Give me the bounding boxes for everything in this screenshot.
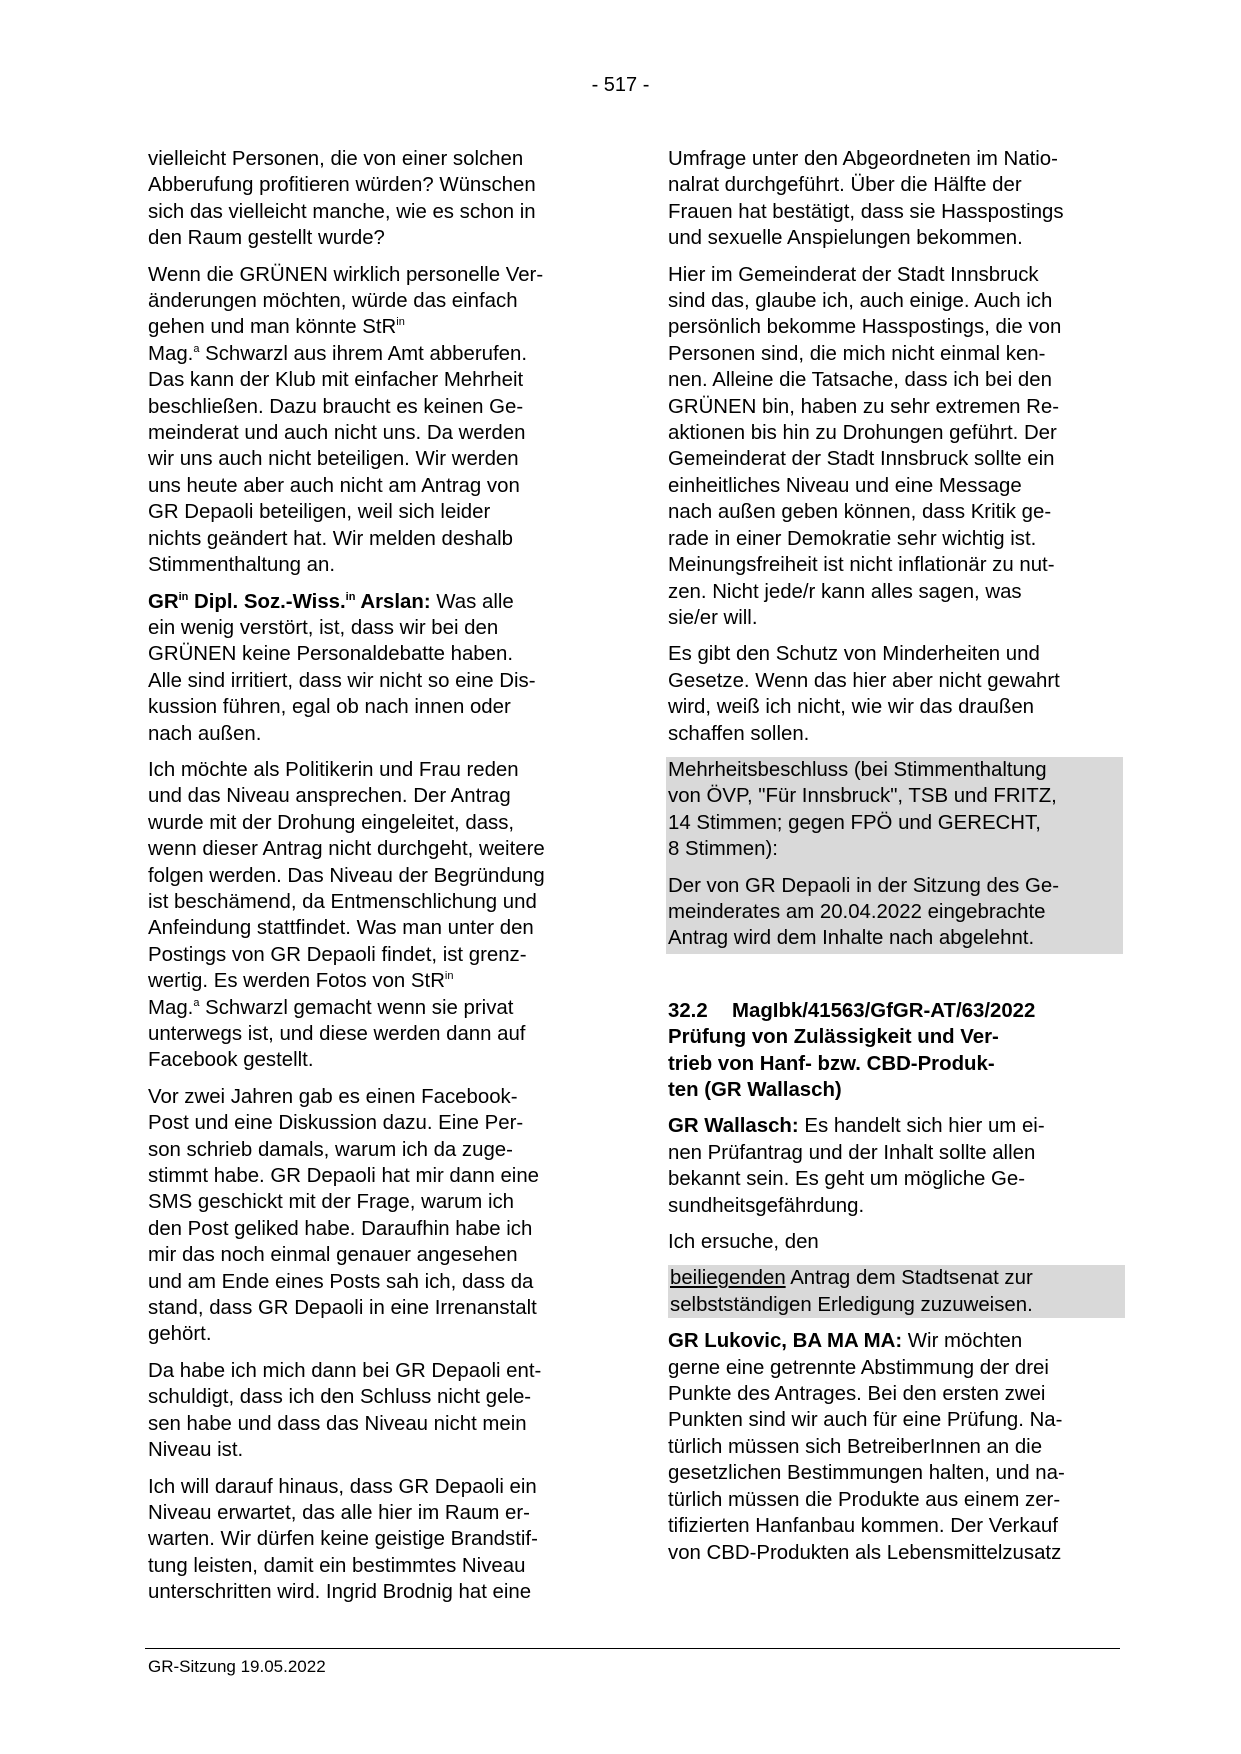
text-run: Mag.	[148, 342, 194, 365]
paragraph: Da habe ich mich dann bei GR Depaoli ent- schuldigt, dass ich den Schluss nicht gele- sen habe und dass das Niveau nicht mein Niveau ist.	[148, 1359, 542, 1462]
superscript: in	[444, 970, 454, 983]
paragraph: Es gibt den Schutz von Minderheiten und Gesetze. Wenn das hier aber nicht gewahrt wird, weiß ich nicht, wie wir das draußen schaffen sollen.	[668, 643, 1060, 745]
section-reference: MagIbk/41563/GfGR-AT/63/2022	[732, 999, 1036, 1022]
text-run: Wenn die GRÜNEN wirklich personelle Ver- änderungen möchten, würde das einfach gehen und man könnte StR	[148, 263, 544, 339]
superscript: in	[396, 316, 405, 329]
section-title: Prüfung von Zulässigkeit und Ver- trieb von Hanf- bzw. CBD-Produk- ten (GR Wallasch)	[668, 1026, 999, 1101]
speaker-degree: Dipl. Soz.-Wiss.	[188, 590, 346, 613]
speech-paragraph	[148, 589, 601, 747]
motion-underlined-word: beiliegenden	[670, 1267, 786, 1290]
motion-box	[668, 1265, 1125, 1318]
footer-divider	[145, 1648, 1120, 1649]
paragraph: Hier im Gemeinderat der Stadt Innsbruck sind das, glaube ich, auch einige. Auch ich persönlich bekomme Hasspostings, die von Personen sind, die mich nicht einmal ken- nen. Alleine die Tatsache, dass ich bei den GRÜNEN bin, haben zu sehr extremen Re- aktionen bis hin zu Drohungen geführt. Der Gemeinderat der Stadt Innsbruck sollte ein einheitliches Niveau und eine Message nach außen geben können, dass Kritik ge- rade in einer Demokratie sehr wichtig ist. Meinungsfreiheit ist nicht inflationär zu nut- zen. Nicht jede/r kann alles sagen, was sie/er will.	[668, 263, 1062, 629]
paragraph: Ich ersuche, den	[668, 1231, 819, 1254]
page-number: - 517 -	[591, 74, 650, 96]
speech-paragraph	[668, 1113, 1121, 1219]
superscript: a	[193, 343, 200, 356]
text-run: Schwarzl aus ihrem Amt abberufen. Das kann der Klub mit einfacher Mehrheit beschließen. Dazu braucht es keinen Ge- meinderat und auch nicht uns. Da werden wir uns auch nicht beteiligen. Wir werden uns heute aber auch nicht am Antrag von GR Depaoli beteiligen, weil sich leider nichts geändert hat. Wir melden deshalb Stimmenthaltung an.	[148, 342, 528, 577]
speech-text: Was alle ein wenig verstört, ist, dass wir bei den GRÜNEN keine Personaldebatte haben. Alle sind irritiert, dass wir nicht so eine Dis- kussion führen, egal ob nach innen oder nach außen.	[148, 590, 536, 745]
superscript: in	[178, 590, 189, 603]
paragraph	[148, 757, 601, 1074]
resolution-vote: Mehrheitsbeschluss (bei Stimmenthaltung von ÖVP, "Für Innsbruck", TSB und FRITZ, 14 Stimmen; gegen FPÖ und GERECHT, 8 Stimmen):	[668, 758, 1057, 861]
speech-text: Wir möchten gerne eine getrennte Abstimmung der drei Punkte des Antrages. Bei den ersten zwei Punkten sind wir auch für eine Prüfung. Na- türlich müssen sich BetreiberInnen an die gesetzlichen Bestimmungen halten, und na- türlich müssen die Produkte aus einem zer- tifizierten Hanfanbau kommen. Der Verkauf von CBD-Produkten als Lebensmittelzusatz	[668, 1330, 1065, 1564]
superscript: in	[345, 590, 356, 603]
speaker-title: GR	[148, 590, 179, 613]
speech-paragraph	[668, 1328, 1121, 1566]
section-number: 32.2	[668, 999, 708, 1022]
text-run: Mag.	[148, 996, 194, 1019]
speech-text: Es handelt sich hier um ei- nen Prüfantrag und der Inhalt sollte allen bekannt sein. Es geht um mögliche Ge- sundheitsgefährdung.	[668, 1115, 1045, 1217]
resolution-text: Der von GR Depaoli in der Sitzung des Ge- meinderates am 20.04.2022 eingebrachte Antrag wird dem Inhalte nach abgelehnt.	[668, 874, 1060, 950]
paragraph: Umfrage unter den Abgeordneten im Natio- nalrat durchgeführt. Über die Hälfte der Frauen hat bestätigt, dass sie Hasspostings und sexuelle Anspielungen bekommen.	[668, 148, 1064, 250]
text-run: Schwarzl gemacht wenn sie privat unterwegs ist, und diese werden dann auf Facebook gestellt.	[148, 996, 526, 1072]
section-heading	[668, 998, 1121, 1024]
superscript: a	[193, 996, 200, 1009]
paragraph: Ich will darauf hinaus, dass GR Depaoli ein Niveau erwartet, das alle hier im Raum er- warten. Wir dürfen keine geistige Brandstif- tung leisten, damit ein bestimmtes Niveau unterschritten wird. Ingrid Brodnig hat eine	[148, 1475, 538, 1604]
resolution-box	[666, 757, 1123, 954]
speaker-surname: Arslan:	[355, 590, 431, 613]
speaker-name	[148, 591, 431, 613]
speaker-name: GR Lukovic, BA MA MA:	[668, 1330, 903, 1353]
speaker-name: GR Wallasch:	[668, 1115, 799, 1138]
paragraph: vielleicht Personen, die von einer solchen Abberufung profitieren würden? Wünschen sich das vielleicht manche, wie es schon in den Raum gestellt wurde?	[148, 148, 536, 250]
right-column	[668, 146, 1121, 1576]
paragraph	[148, 262, 601, 579]
motion-text: Antrag dem Stadtsenat zur selbstständigen Erledigung zuzuweisen.	[670, 1267, 1033, 1316]
text-run: Ich möchte als Politikerin und Frau reden und das Niveau ansprechen. Der Antrag wurde mit der Drohung eingeleitet, dass, wenn dieser Antrag nicht durchgeht, weitere folgen werden. Das Niveau der Begründung ist beschämend, da Entmenschlichung und Anfeindung stattfindet. Was man unter den Postings von GR Depaoli findet, ist grenz- wertig. Es werden Fotos von StR	[148, 758, 545, 993]
paragraph: Vor zwei Jahren gab es einen Facebook- Post und eine Diskussion dazu. Eine Per- son schrieb damals, warum ich da zuge- stimmt habe. GR Depaoli hat mir dann eine SMS geschickt mit der Frage, warum ich den Post geliked habe. Daraufhin habe ich mir das noch einmal genauer angesehen und am Ende eines Posts sah ich, dass da stand, dass GR Depaoli in eine Irrenanstalt gehört.	[148, 1085, 540, 1346]
left-column	[148, 146, 601, 1616]
footer-session-date: GR-Sitzung 19.05.2022	[148, 1657, 326, 1676]
